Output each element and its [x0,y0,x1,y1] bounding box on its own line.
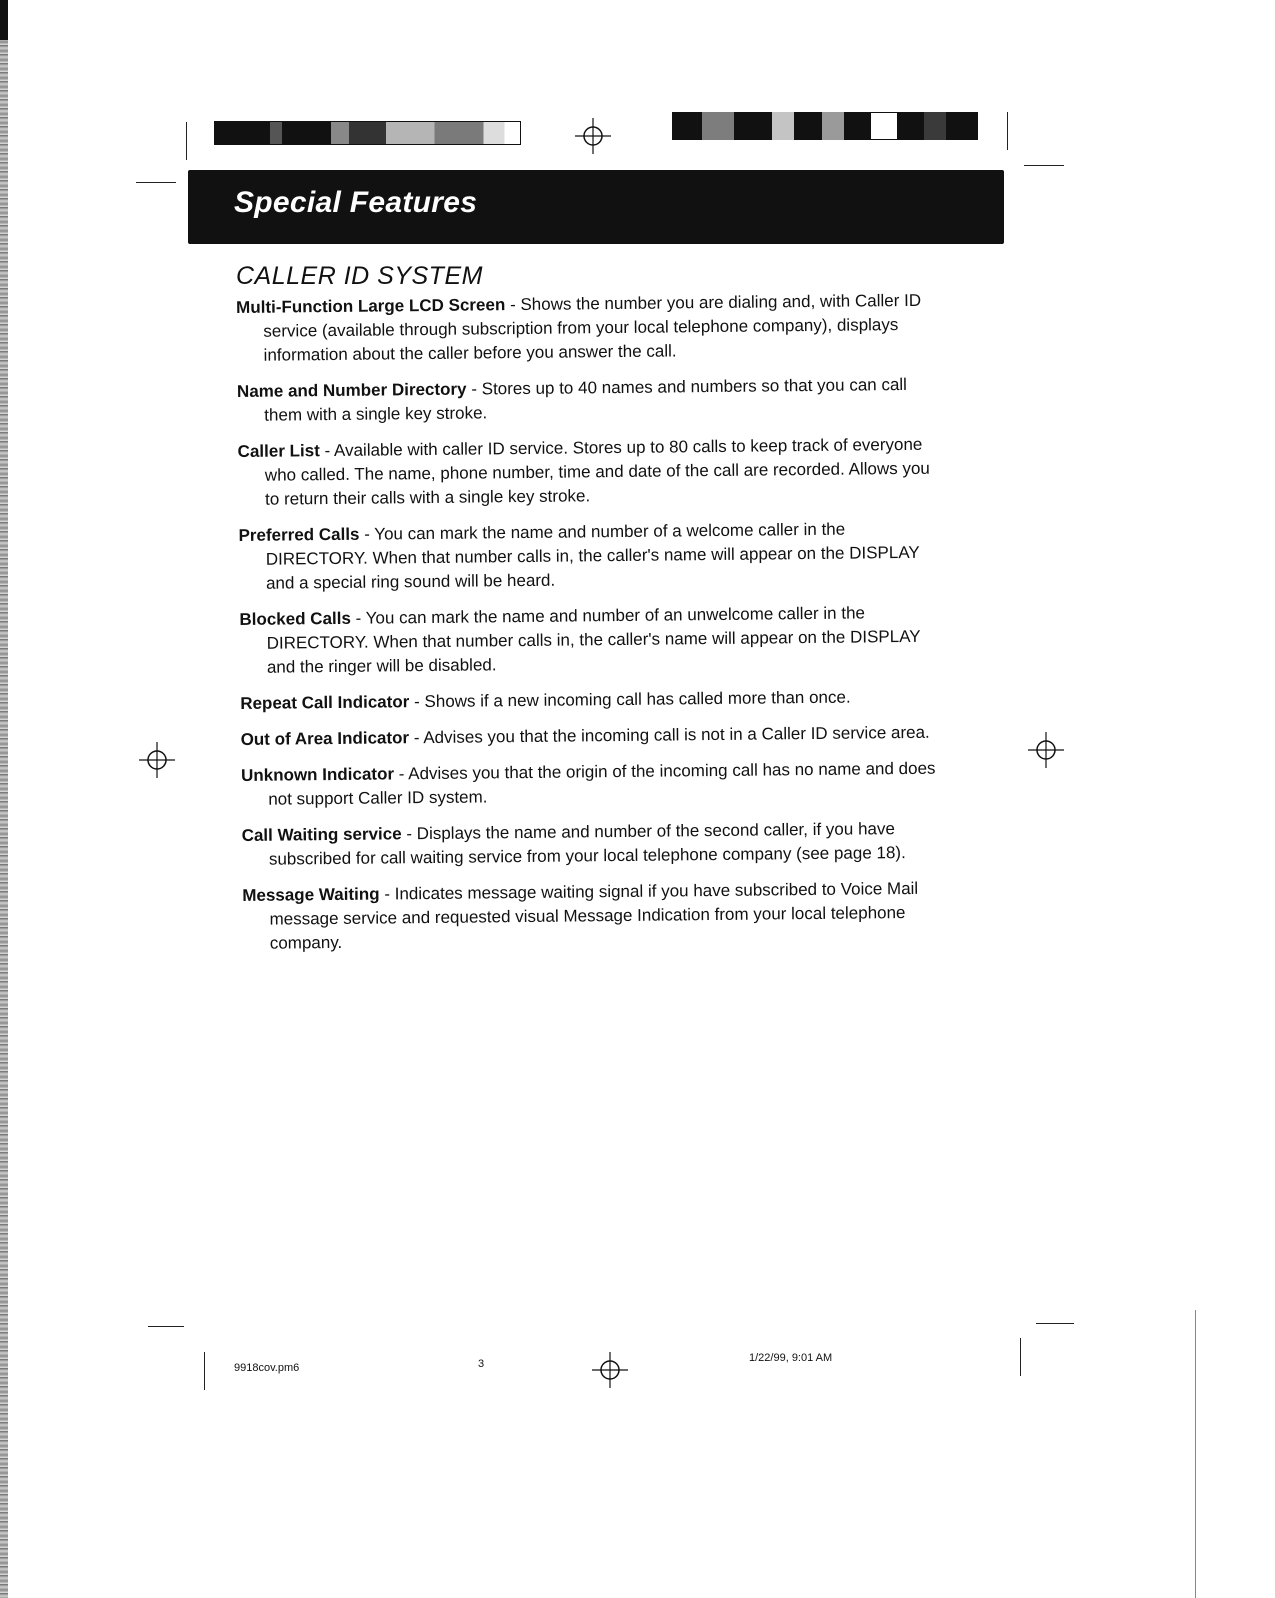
feature-item [242,877,943,956]
crop-mark [1036,1323,1074,1324]
feature-item [238,517,939,596]
registration-mark-icon [1026,730,1066,770]
feature-name: Call Waiting service [241,824,402,845]
scan-edge-corner [0,0,8,40]
footer-filename: 9918cov.pm6 [234,1362,300,1374]
feature-item [239,601,940,680]
feature-name: Blocked Calls [239,608,351,629]
feature-name: Name and Number Directory [236,379,467,401]
registration-mark-icon [573,116,613,156]
feature-description: - Advises you that the origin of the incoming call has no name and does not support Caller ID system. [268,758,936,809]
feature-name: Repeat Call Indicator [240,692,410,713]
feature-description: - Displays the name and number of the second caller, if you have subscribed for call waiting service from your local telephone company (see page 18). [268,819,906,869]
feature-item [240,685,940,716]
crop-mark [1024,165,1064,166]
registration-mark-icon [590,1350,630,1390]
crop-mark [204,1352,205,1390]
feature-name: Out of Area Indicator [240,728,410,749]
crop-mark [1020,1338,1021,1376]
calibration-bar-right [672,112,978,140]
feature-item [236,289,937,368]
feature-name: Unknown Indicator [240,764,395,785]
feature-description: - Advises you that the incoming call is not in a Caller ID service area. [408,722,930,748]
feature-description: - Shows the number you are dialing and, with Caller ID service (available through subscription from your local telephone company), displays information about the caller before you answer the call. [263,290,922,365]
section-title: CALLER ID SYSTEM [236,262,483,290]
crop-mark [148,1326,184,1327]
page-title: Special Features [234,186,478,219]
feature-description: - Stores up to 40 names and numbers so that you can call them with a single key stroke. [264,374,908,425]
scan-edge [0,0,8,1598]
feature-name: Preferred Calls [238,524,360,545]
feature-name: Multi-Function Large LCD Screen [236,295,506,317]
calibration-bar-left [214,121,521,145]
feature-item [241,757,941,812]
footer-timestamp: 1/22/99, 9:01 AM [749,1352,833,1364]
feature-description: - Indicates message waiting signal if you have subscribed to Voice Mail message service and requested visual Message Indication from your local telephone company. [269,878,919,953]
registration-mark-icon [137,740,177,780]
feature-list [236,289,943,968]
feature-item [242,817,942,872]
feature-description: - Shows if a new incoming call has called more than once. [409,687,851,712]
feature-name: Message Waiting [242,884,380,905]
feature-item [241,721,941,752]
feature-name: Caller List [237,441,320,461]
header-band [188,170,1004,244]
feature-description: - You can mark the name and number of a welcome caller in the DIRECTORY. When that number calls in, the caller's name will appear on the DISPLAY and a special ring sound will be heard. [265,519,920,593]
crop-mark [136,182,176,183]
feature-item [238,433,939,512]
feature-description: - Available with caller ID service. Stores up to 80 calls to keep track of everyone who called. The name, phone number, time and date of the call are recorded. Allows you to return their calls with a single key stroke. [264,434,930,509]
scan-artifact-line [1195,1310,1196,1598]
feature-description: - You can mark the name and number of an unwelcome caller in the DIRECTORY. When that number calls in, the caller's name will appear on the DISPLAY and the ringer will be disabled. [266,603,921,677]
crop-mark [186,122,187,160]
crop-mark [1007,112,1008,150]
feature-item [237,373,937,428]
footer-page-number: 3 [478,1358,485,1370]
